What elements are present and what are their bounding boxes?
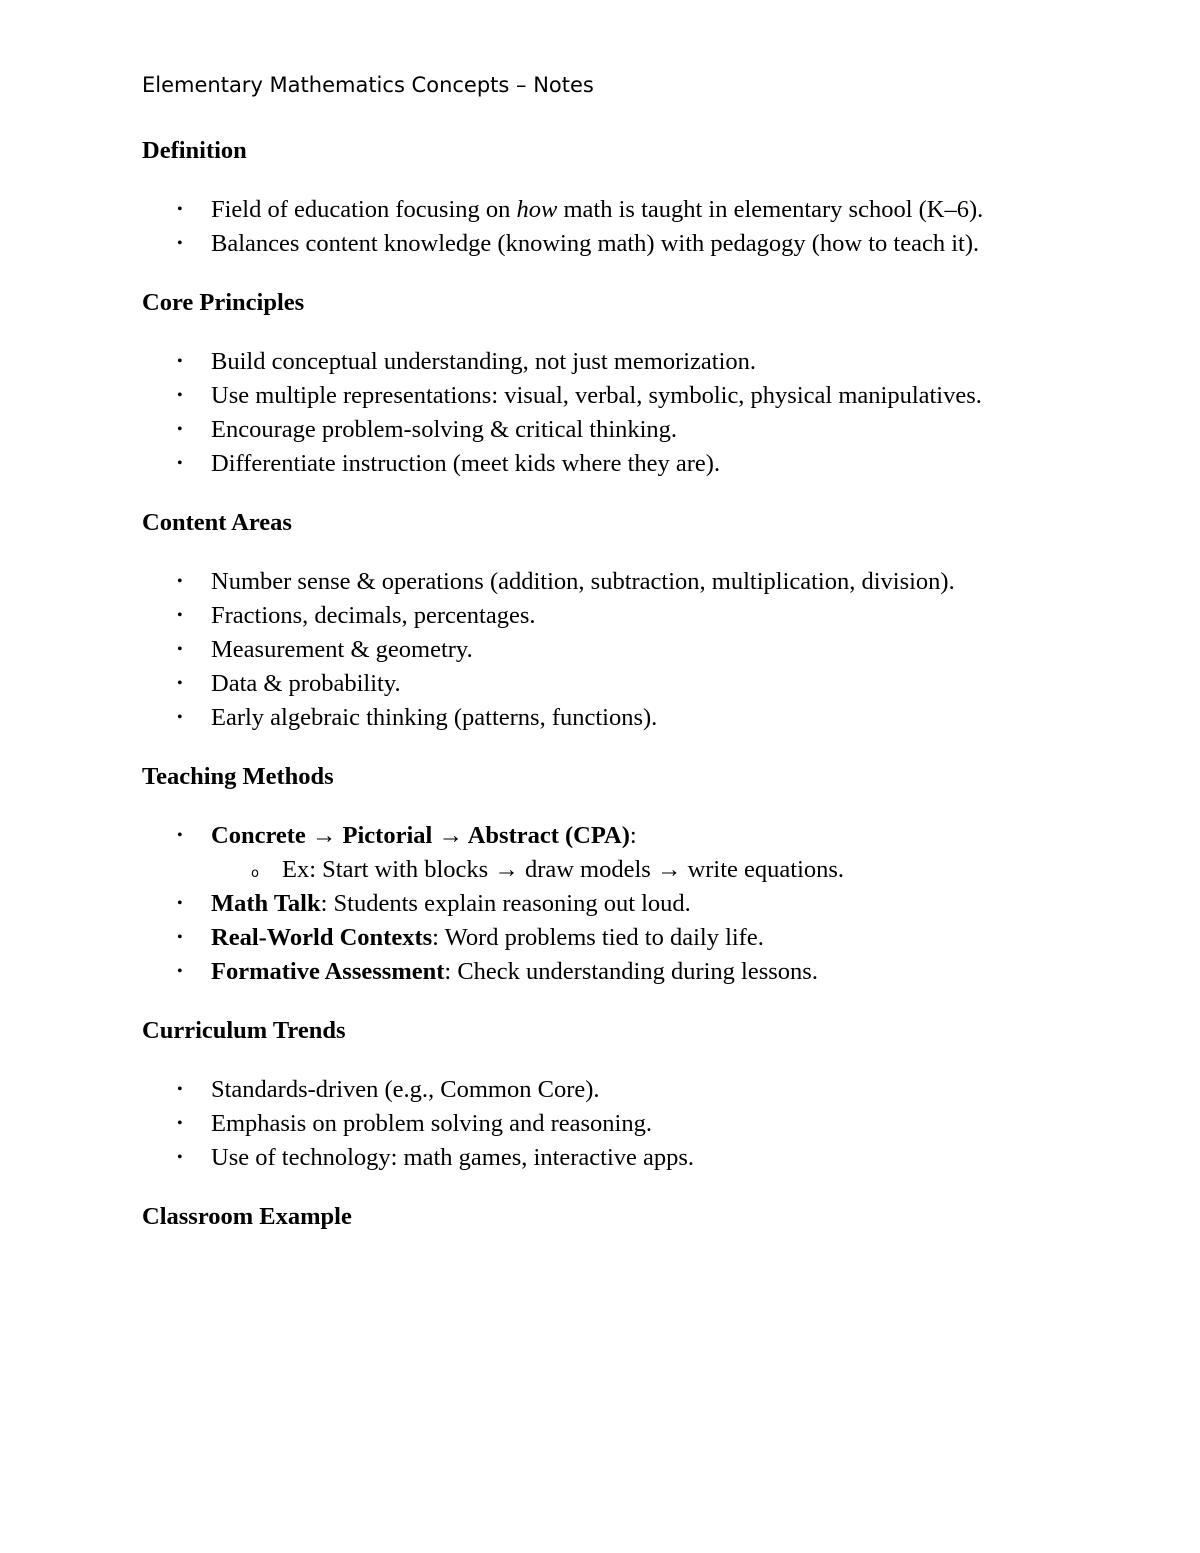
- section-heading-curriculum-trends: Curriculum Trends: [142, 1017, 346, 1044]
- section-heading-core-principles: Core Principles: [142, 289, 305, 316]
- list-item: • Fractions, decimals, percentages.: [142, 599, 1072, 633]
- term-label: Math Talk: [211, 890, 321, 917]
- bullet-icon: •: [177, 641, 183, 658]
- teaching-methods-list: [142, 819, 1072, 989]
- document-title: Elementary Mathematics Concepts – Notes: [142, 73, 594, 97]
- section-heading-definition: Definition: [142, 137, 247, 164]
- bullet-icon: •: [177, 1115, 183, 1132]
- sub-list-item: o Ex: Start with blocks → draw models → write equations.: [211, 853, 1072, 887]
- sub-list: [211, 853, 1072, 887]
- bullet-icon: •: [177, 201, 183, 218]
- bullet-icon: •: [177, 573, 183, 590]
- list-item: • Standards-driven (e.g., Common Core).: [142, 1073, 1072, 1107]
- section-heading-classroom-example: Classroom Example: [142, 1203, 352, 1230]
- content-areas-list: [142, 565, 1072, 735]
- list-item: • Use multiple representations: visual, verbal, symbolic, physical manipulatives.: [142, 379, 1072, 413]
- list-item: • Build conceptual understanding, not just memorization.: [142, 345, 1072, 379]
- bullet-icon: •: [177, 827, 183, 844]
- bullet-icon: •: [177, 709, 183, 726]
- list-item: • Data & probability.: [142, 667, 1072, 701]
- bullet-icon: •: [177, 455, 183, 472]
- bullet-icon: •: [177, 963, 183, 980]
- list-item: • Differentiate instruction (meet kids where they are).: [142, 447, 1072, 481]
- term-label: Formative Assessment: [211, 958, 445, 985]
- bullet-icon: •: [177, 675, 183, 692]
- curriculum-trends-list: [142, 1073, 1072, 1175]
- list-item: • Field of education focusing on how math is taught in elementary school (K–6).: [142, 193, 1072, 227]
- circle-bullet-icon: o: [251, 866, 259, 881]
- emphasis-text: how: [516, 196, 558, 223]
- list-item: • Real-World Contexts: Word problems tied to daily life.: [142, 921, 1072, 955]
- bullet-icon: •: [177, 929, 183, 946]
- bullet-icon: •: [177, 353, 183, 370]
- list-item: • Formative Assessment: Check understanding during lessons.: [142, 955, 1072, 989]
- term-label: Concrete → Pictorial → Abstract (CPA): [211, 822, 630, 849]
- list-item: • Balances content knowledge (knowing math) with pedagogy (how to teach it).: [142, 227, 1072, 261]
- list-item: • Math Talk: Students explain reasoning out loud.: [142, 887, 1072, 921]
- bullet-icon: •: [177, 1081, 183, 1098]
- term-label: Real-World Contexts: [211, 924, 433, 951]
- document-page: [142, 70, 1072, 1259]
- list-item: • Concrete → Pictorial → Abstract (CPA): o Ex: Start with blocks → draw models → write equations.: [142, 819, 1072, 887]
- core-principles-list: [142, 345, 1072, 481]
- list-item: • Emphasis on problem solving and reasoning.: [142, 1107, 1072, 1141]
- bullet-icon: •: [177, 387, 183, 404]
- bullet-icon: •: [177, 421, 183, 438]
- section-heading-content-areas: Content Areas: [142, 509, 292, 536]
- list-item: • Measurement & geometry.: [142, 633, 1072, 667]
- section-heading-teaching-methods: Teaching Methods: [142, 763, 334, 790]
- list-item: • Early algebraic thinking (patterns, functions).: [142, 701, 1072, 735]
- list-item: • Use of technology: math games, interactive apps.: [142, 1141, 1072, 1175]
- bullet-icon: •: [177, 235, 183, 252]
- list-item: • Encourage problem-solving & critical thinking.: [142, 413, 1072, 447]
- bullet-icon: •: [177, 607, 183, 624]
- bullet-icon: •: [177, 1149, 183, 1166]
- definition-list: [142, 193, 1072, 261]
- bullet-icon: •: [177, 895, 183, 912]
- list-item: • Number sense & operations (addition, subtraction, multiplication, division).: [142, 565, 1072, 599]
